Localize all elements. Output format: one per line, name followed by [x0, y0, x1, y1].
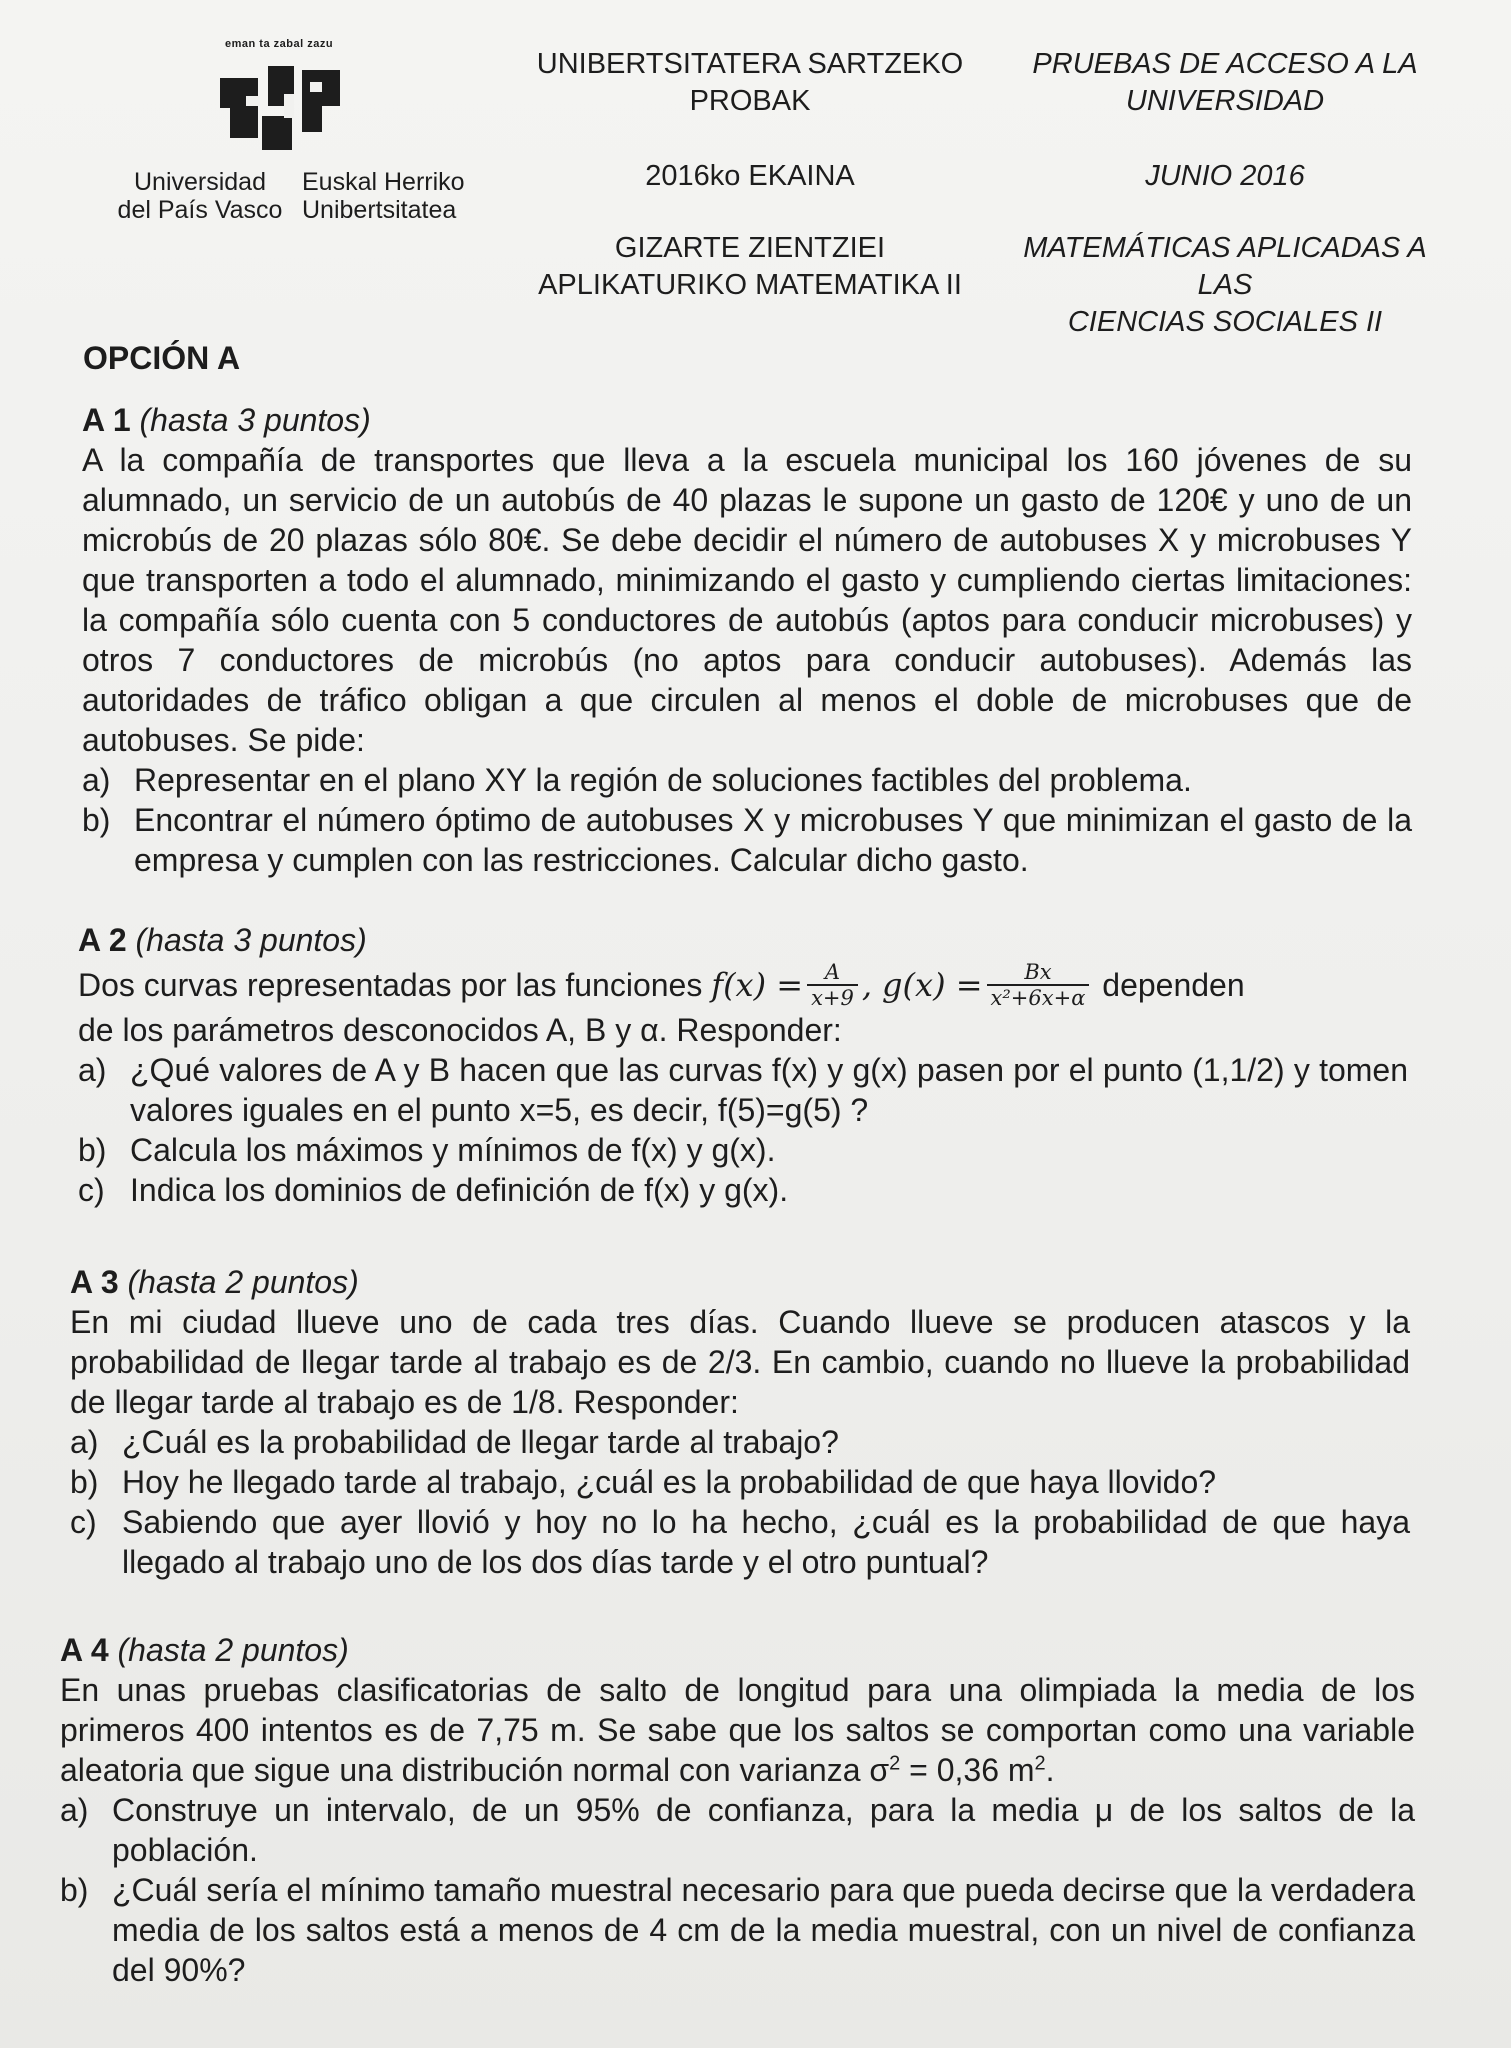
subject-es: MATEMÁTICAS APLICADAS A LAS CIENCIAS SOCIALES II [1023, 232, 1427, 338]
exam-date-es: JUNIO 2016 [1145, 160, 1305, 192]
question-a1 [82, 400, 1412, 880]
list-item: c) Indica los dominios de definición de f(x) y g(x). [78, 1172, 789, 1208]
list-item: c) Sabiendo que ayer llovió y hoy no lo ha hecho, ¿cuál es la probabilidad de que haya llegado al trabajo uno de los dos días tarde y el otro puntual? [70, 1504, 1410, 1580]
list-item: b) ¿Cuál sería el mínimo tamaño muestral necesario para que pueda decirse que la verdadera media de los saltos está a menos de 4 cm de la media muestral, con un nivel de confianza del 90%? [60, 1872, 1415, 1988]
list-item: b) Calcula los máximos y mínimos de f(x) y g(x). [78, 1132, 776, 1168]
list-item: a) Representar en el plano XY la región de soluciones factibles del problema. [82, 762, 1192, 798]
list-item: a) ¿Cuál es la probabilidad de llegar tarde al trabajo? [70, 1424, 839, 1460]
university-logo-block [60, 38, 500, 228]
question-items [82, 760, 1412, 880]
question-items [70, 1422, 1410, 1582]
question-statement: En mi ciudad llueve uno de cada tres días. Cuando llueve se producen atascos y la probabilidad de llegar tarde al trabajo es de 2/3. En cambio, cuando no llueve la probabilidad de llegar tarde al trabajo es de 1/8. Responder: [70, 1304, 1410, 1420]
question-items [78, 1050, 1408, 1210]
university-name-eu: Euskal Herriko Unibertsitatea [302, 168, 465, 224]
university-emblem-icon [210, 56, 350, 156]
question-statement: A la compañía de transportes que lleva a la escuela municipal los 160 jóvenes de su alumnado, un servicio de un autobús de 40 plazas le supone un gasto de 120€ y uno de un microbús de 20 plazas sólo 80€. Se debe decidir el número de autobuses X y microbuses Y que transporten a todo el alumnado, minimizando el gasto y cumpliendo ciertas limitaciones: la compañía sólo cuenta con 5 conductores de autobús (aptos para conducir microbuses) y otros 7 conductores de microbús (no aptos para conducir autobuses). Además las autoridades de tráfico obligan a que circulen al menos el doble de microbuses que de autobuses. Se pide: [82, 442, 1412, 758]
list-item: b) Hoy he llegado tarde al trabajo, ¿cuál es la probabilidad de que haya llovido? [70, 1464, 1217, 1500]
question-statement: Dos curvas representadas por las funciones f(x) = $\frac{A}{x+9}$ , g(x) = $\frac{Bx}{\text{x²+6x+α}}$ dependen [78, 960, 1245, 1010]
university-name-es: Universidad del País Vasco [117, 168, 283, 224]
option-title: OPCIÓN A [83, 340, 241, 376]
logo-motto: eman ta zabal zazu [225, 38, 334, 50]
subject-eu: GIZARTE ZIENTZIEI APLIKATURIKO MATEMATIKA II [538, 232, 962, 301]
g-function: g(x) = [882, 966, 983, 1004]
exam-date-eu: 2016ko EKAINA [645, 160, 855, 192]
question-header: A 1 (hasta 3 puntos) [82, 402, 371, 438]
question-items [60, 1790, 1415, 1990]
question-a3 [70, 1262, 1410, 1582]
f-function: f(x) = [711, 966, 804, 1004]
f-fraction: $\frac{A}{x+9}$ [807, 960, 858, 1010]
question-statement: En unas pruebas clasificatorias de salto de longitud para una olimpiada la media de los primeros 400 intentos es de 7,75 m. Se sabe que los saltos se comportan como una variable aleatoria que sigue una distribución normal con varianza $\sigma^2 = 0,36$ $m^2$. [60, 1672, 1415, 1788]
question-a2 [78, 920, 1408, 1210]
exam-title-eu: UNIBERTSITATERA SARTZEKO PROBAK [536, 48, 964, 117]
question-statement-cont: de los parámetros desconocidos A, B y α. Responder: [78, 1012, 842, 1048]
list-item: b) Encontrar el número óptimo de autobuses X y microbuses Y que minimizan el gasto de la empresa y cumplen con las restricciones. Calcular dicho gasto. [82, 802, 1412, 878]
list-item: a) Construye un intervalo, de un 95% de confianza, para la media μ de los saltos de la población. [60, 1792, 1415, 1868]
question-header: A 4 (hasta 2 puntos) [60, 1632, 349, 1668]
exam-title-es: PRUEBAS DE ACCESO A LA UNIVERSIDAD [1032, 48, 1418, 117]
list-item: a) ¿Qué valores de A y B hacen que las curvas f(x) y g(x) pasen por el punto (1,1/2) y tomen valores iguales en el punto x=5, es decir, f(5)=g(5) ? [78, 1052, 1408, 1128]
question-header: A 3 (hasta 2 puntos) [70, 1264, 359, 1300]
question-header: A 2 (hasta 3 puntos) [78, 922, 367, 958]
question-a4 [60, 1630, 1415, 1990]
g-fraction: $\frac{Bx}{\text{x²+6x+α}}$ [987, 960, 1090, 1010]
